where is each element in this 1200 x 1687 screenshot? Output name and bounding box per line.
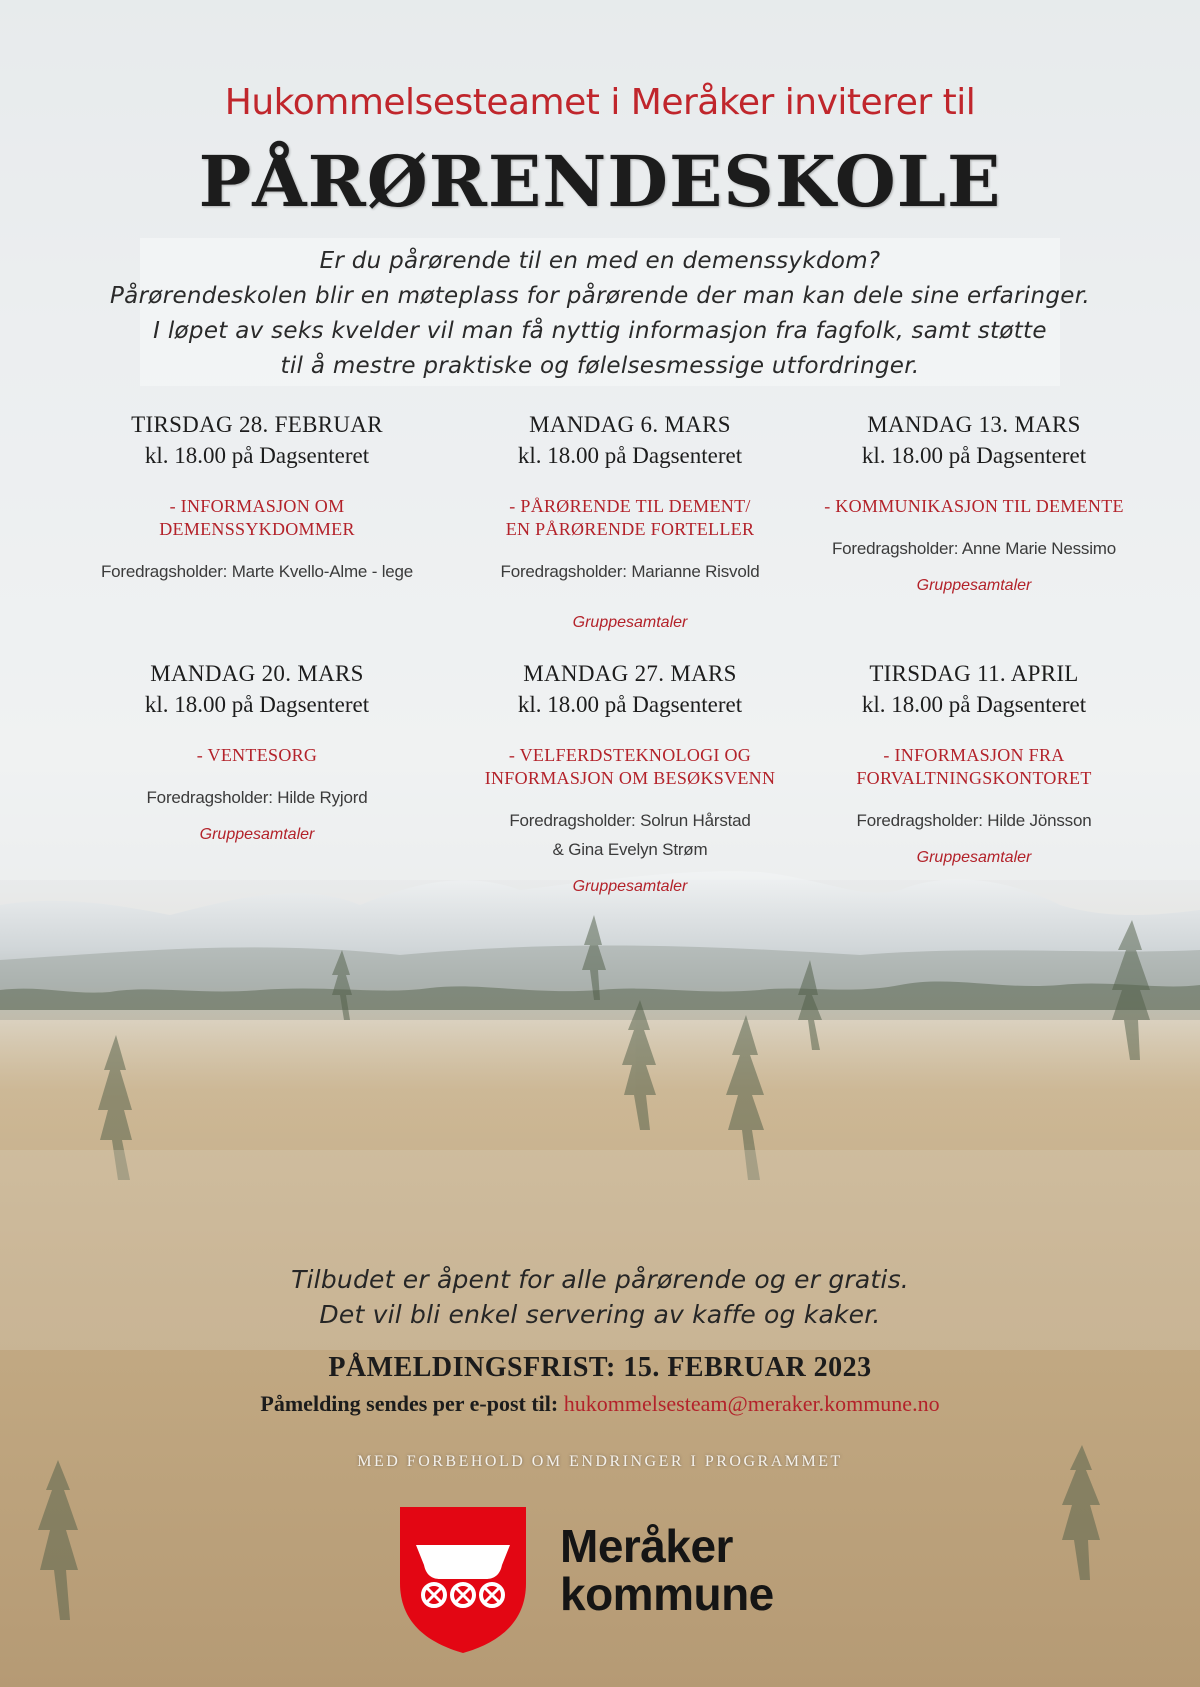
session-topic-line: - VELFERDSTEKNOLOGI OG [508,745,752,765]
session-topic-line: FORVALTNINGSKONTORET [856,768,1092,788]
session-topic [794,744,1154,790]
session-date: MANDAG 13. MARS [867,412,1081,437]
session-group-talks: Gruppesamtaler [199,826,315,843]
session-topic-line: - VENTESORG [196,745,318,765]
wagon-icon [416,1545,510,1579]
brand-line: kommune [560,1568,774,1620]
session-group-talks: Gruppesamtaler [916,577,1032,594]
session-group-talks: Gruppesamtaler [916,849,1032,866]
session-card [794,409,1154,595]
signup-line [0,1391,1200,1417]
session-time: kl. 18.00 på Dagsenteret [144,692,370,717]
session-date: MANDAG 20. MARS [150,661,364,686]
offer-line: Det vil bli enkel servering av kaffe og kaker. [319,1300,881,1329]
offer-line: Tilbudet er åpent for alle pårørende og er gratis. [291,1265,909,1294]
session-date: MANDAG 27. MARS [523,661,737,686]
session-topic-line: - INFORMASJON OM [169,496,345,516]
session-speaker-line: Foredragsholder: Solrun Hårstad [509,811,751,830]
session-topic-line: INFORMASJON OM BESØKSVENN [484,768,776,788]
session-time: kl. 18.00 på Dagsenteret [517,443,743,468]
session-speaker [450,806,810,864]
session-topic [450,744,810,790]
session-topic-line: - INFORMASJON FRA [883,745,1065,765]
session-topic-line: - PÅRØRENDE TIL DEMENT/ [509,496,751,516]
session-topic [77,495,437,541]
session-card [77,409,437,586]
session-date: MANDAG 6. MARS [529,412,731,437]
session-speaker-line: Foredragsholder: Marte Kvello-Alme - lege [100,562,414,581]
session-speaker [77,783,437,812]
session-topic-line: EN PÅRØRENDE FORTELLER [505,519,755,539]
session-speaker-line: & Gina Evelyn Strøm [552,840,708,859]
registration-deadline: PÅMELDINGSFRIST: 15. FEBRUAR 2023 [328,1352,872,1383]
session-speaker [794,534,1154,563]
session-speaker [794,806,1154,835]
session-card [77,658,437,844]
session-topic-line: - KOMMUNIKASJON TIL DEMENTE [824,496,1124,516]
session-topic [77,744,437,767]
session-topic [794,495,1154,518]
session-topic [450,495,810,541]
session-card [450,658,810,896]
session-speaker-line: Foredragsholder: Anne Marie Nessimo [831,539,1117,558]
intro-line: Er du pårørende til en med en demenssykdom? [319,248,881,274]
session-topic-line: DEMENSSYKDOMMER [159,519,355,539]
signup-label: Påmelding sendes per e-post til: [260,1391,559,1416]
session-time: kl. 18.00 på Dagsenteret [517,692,743,717]
intro-text [0,244,1200,384]
session-group-talks: Gruppesamtaler [572,878,688,895]
intro-line: Pårørendeskolen blir en møteplass for pårørende der man kan dele sine erfaringer. [110,283,1090,309]
event-title: PÅRØRENDESKOLE [198,140,1002,223]
program-disclaimer: MED FORBEHOLD OM ENDRINGER I PROGRAMMET [357,1453,843,1470]
session-time: kl. 18.00 på Dagsenteret [144,443,370,468]
session-time: kl. 18.00 på Dagsenteret [861,692,1087,717]
intro-line: til å mestre praktiske og følelsesmessige utfordringer. [280,353,920,379]
session-date: TIRSDAG 28. FEBRUAR [131,412,383,437]
session-time: kl. 18.00 på Dagsenteret [861,443,1087,468]
session-speaker-line: Foredragsholder: Marianne Risvold [500,562,760,581]
intro-line: I løpet av seks kvelder vil man få nyttig informasjon fra fagfolk, samt støtte [153,318,1047,344]
session-group-talks: Gruppesamtaler [572,614,688,631]
offer-text [0,1262,1200,1332]
session-date: TIRSDAG 11. APRIL [869,661,1079,686]
signup-email-link[interactable]: hukommelsesteam@meraker.kommune.no [563,1391,940,1416]
municipality-name [560,1522,774,1618]
session-card [794,658,1154,867]
session-speaker-line: Foredragsholder: Hilde Jönsson [856,811,1092,830]
invitation-headline: Hukommelsesteamet i Meråker inviterer til [224,82,976,123]
brand-line: Meråker [560,1520,733,1572]
session-speaker-line: Foredragsholder: Hilde Ryjord [146,788,368,807]
session-speaker [450,557,810,586]
shield-shape [400,1507,526,1653]
meraker-coat-of-arms-icon [398,1505,528,1655]
session-card [450,409,810,632]
session-speaker [77,557,437,586]
